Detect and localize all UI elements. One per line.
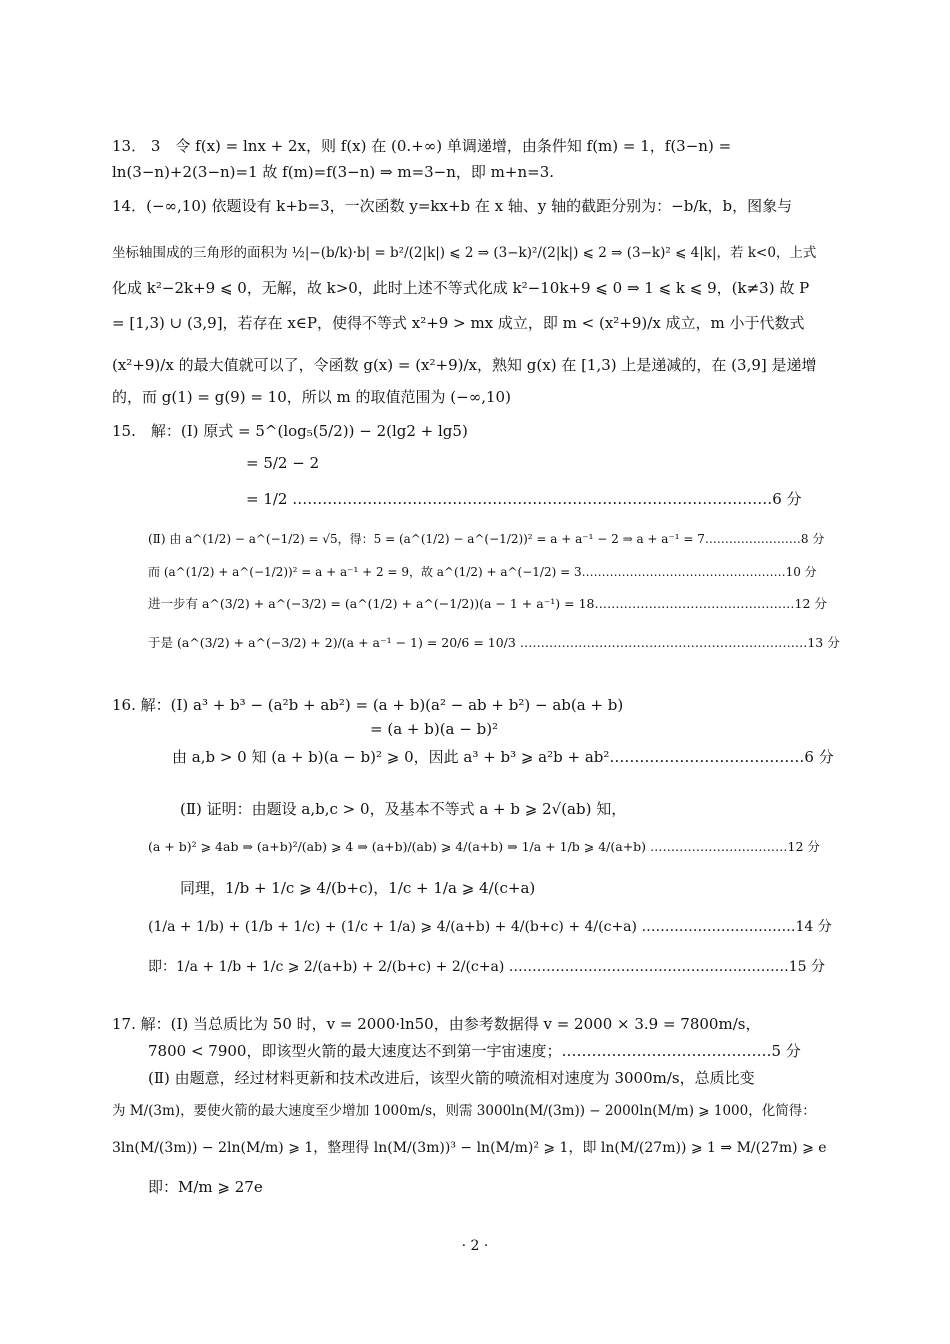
page-number: · 2 ·: [461, 1238, 489, 1254]
q14-line5: (x²+9)/x 的最大值就可以了，令函数 g(x) = (x²+9)/x，熟知 g(x) 在 [1,3) 上是递减的，在 (3,9] 是递增: [112, 356, 817, 374]
q17-line5: 3ln(M/(3m)) − 2ln(M/m) ⩾ 1，整理得 ln(M/(3m))³ − ln(M/m)² ⩾ 1，即 ln(M/(27m)) ⩾ 1 ⇒ M/(27m) ⩾ e: [112, 1140, 827, 1156]
q14-line4: = [1,3) ∪ (3,9]，若存在 x∈P，使得不等式 x²+9 > mx 成立，即 m < (x²+9)/x 成立，m 小于代数式: [112, 314, 805, 332]
q13-line2: ln(3−n)+2(3−n)=1 故 f(m)=f(3−n) ⇒ m=3−n，即 m+n=3.: [112, 163, 555, 181]
q13-line1: 13． 3 令 f(x) = lnx + 2x，则 f(x) 在 (0.+∞) 单调递增，由条件知 f(m) = 1，f(3−n) =: [112, 137, 732, 155]
q17-line2: 7800 < 7900，即该型火箭的最大速度达不到第一宇宙速度；……………………………………5 分: [148, 1042, 801, 1060]
q16-line8: 即：1/a + 1/b + 1/c ⩾ 2/(a+b) + 2/(b+c) + 2/(c+a) ……………………………………………………15 分: [148, 959, 826, 975]
q14-line2: 坐标轴围成的三角形的面积为 ½|−(b/k)·b| = b²/(2|k|) ⩽ 2 ⇒ (3−k)²/(2|k|) ⩽ 2 ⇒ (3−k)² ⩽ 4|k|，若 k<0，上式: [112, 245, 817, 261]
q15-line3: = 1/2 ……………………………………………………………………………………6 分: [246, 490, 802, 508]
q16-line5: (a + b)² ⩾ 4ab ⇒ (a+b)²/(ab) ⩾ 4 ⇒ (a+b)/(ab) ⩾ 4/(a+b) ⇒ 1/a + 1/b ⩾ 4/(a+b) ……………………………12 分: [148, 839, 820, 854]
q14-line6: 的，而 g(1) = g(9) = 10，所以 m 的取值范围为 (−∞,10): [112, 388, 511, 406]
q17-line3: (Ⅱ) 由题意，经过材料更新和技术改进后，该型火箭的喷流相对速度为 3000m/s，总质比变: [148, 1069, 755, 1087]
q16-line2: = (a + b)(a − b)²: [370, 720, 499, 738]
q15-line6: 进一步有 a^(3/2) + a^(−3/2) = (a^(1/2) + a^(−1/2))(a − 1 + a⁻¹) = 18…………………………………………12 分: [148, 596, 827, 611]
q16-line1: 16. 解：(I) a³ + b³ − (a²b + ab²) = (a + b)(a² − ab + b²) − ab(a + b): [112, 696, 624, 714]
q16-line4: (Ⅱ) 证明：由题设 a,b,c > 0，及基本不等式 a + b ⩾ 2√(ab) 知，: [180, 800, 627, 818]
q17-line6: 即：M/m ⩾ 27e: [148, 1178, 263, 1196]
q17-line4: 为 M/(3m)，要使火箭的最大速度至少增加 1000m/s，则需 3000ln(M/(3m)) − 2000ln(M/m) ⩾ 1000，化简得：: [112, 1103, 816, 1119]
q15-line5: 而 (a^(1/2) + a^(−1/2))² = a + a⁻¹ + 2 = 9，故 a^(1/2) + a^(−1/2) = 3……………………………………………10 分: [148, 565, 817, 579]
q15-line7: 于是 (a^(3/2) + a^(−3/2) + 2)/(a + a⁻¹ − 1) = 20/6 = 10/3 ……………………………………………………………13 分: [148, 635, 840, 650]
q16-line7: (1/a + 1/b) + (1/b + 1/c) + (1/c + 1/a) ⩾ 4/(a+b) + 4/(b+c) + 4/(c+a) ……………………………14 分: [148, 919, 832, 935]
q17-line1: 17. 解：(I) 当总质比为 50 时，v = 2000·ln50，由参考数据得 v = 2000 × 3.9 = 7800m/s，: [112, 1015, 761, 1033]
q15-line2: = 5/2 − 2: [246, 454, 320, 472]
q14-line1: 14．(−∞,10) 依题设有 k+b=3，一次函数 y=kx+b 在 x 轴、y 轴的截距分别为：−b/k，b，图象与: [112, 197, 793, 215]
q14-line3: 化成 k²−2k+9 ⩽ 0，无解，故 k>0，此时上述不等式化成 k²−10k+9 ⩽ 0 ⇒ 1 ⩽ k ⩽ 9，(k≠3) 故 P: [112, 279, 810, 297]
q16-line3: 由 a,b > 0 知 (a + b)(a − b)² ⩾ 0，因此 a³ + b³ ⩾ a²b + ab²…………………………………6 分: [172, 748, 834, 766]
q15-line4: (Ⅱ) 由 a^(1/2) − a^(−1/2) = √5，得：5 = (a^(1/2) − a^(−1/2))² = a + a⁻¹ − 2 ⇒ a + a⁻¹ = 7……………………8 分: [148, 532, 825, 546]
q16-line6: 同理，1/b + 1/c ⩾ 4/(b+c)，1/c + 1/a ⩾ 4/(c+a): [180, 879, 536, 897]
q15-line1: 15. 解：(I) 原式 = 5^(log₅(5/2)) − 2(lg2 + lg5): [112, 422, 468, 440]
